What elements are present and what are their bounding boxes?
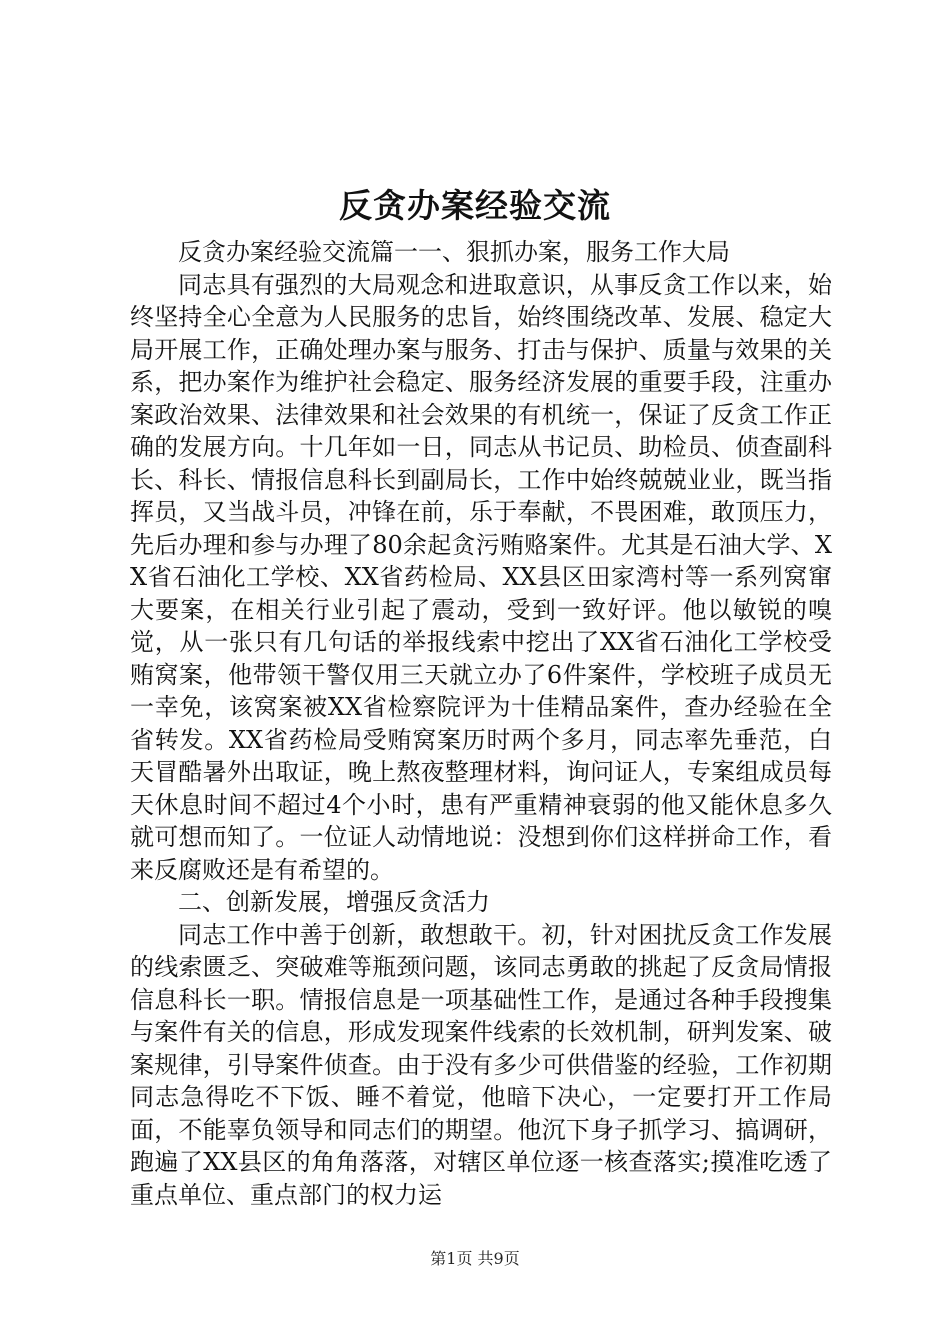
page-number-footer: 第1页 共9页	[430, 1249, 520, 1268]
document-title: 反贪办案经验交流	[339, 186, 611, 225]
document-body	[130, 236, 832, 1211]
paragraph-heading-two: 二、创新发展，增强反贪活力	[178, 888, 490, 916]
paragraph-body-two: 同志工作中善于创新，敢想敢干。初，针对困扰反贪工作发展的线索匮乏、突破难等瓶颈问题，该同志勇敢的挑起了反贪局情报信息科长一职。情报信息是一项基础性工作，是通过各种手段搜集与案件有关的信息，形成发现案件线索的长效机制，研判发案、破案规律，引导案件侦查。由于没有多少可供借鉴的经验，工作初期同志急得吃不下饭、睡不着觉，他暗下决心，一定要打开工作局面，不能辜负领导和同志们的期望。他沉下身子抓学习、搞调研，跑遍了XX县区的角角落落，对辖区单位逐一核查落实;摸准吃透了重点单位、重点部门的权力运	[130, 920, 832, 1209]
paragraph-body-one: 同志具有强烈的大局观念和进取意识，从事反贪工作以来，始终坚持全心全意为人民服务的忠旨，始终围绕改革、发展、稳定大局开展工作，正确处理办案与服务、打击与保护、质量与效果的关系，把办案作为维护社会稳定、服务经济发展的重要手段，注重办案政治效果、法律效果和社会效果的有机统一，保证了反贪工作正确的发展方向。十几年如一日，同志从书记员、助检员、侦查副科长、科长、情报信息科长到副局长，工作中始终兢兢业业，既当指挥员，又当战斗员，冲锋在前，乐于奉献，不畏困难，敢顶压力，先后办理和参与办理了80余起贪污贿赂案件。尤其是石油大学、XX省石油化工学校、XX省药检局、XX县区田家湾村等一系列窝窜大要案，在相关行业引起了震动，受到一致好评。他以敏锐的嗅觉，从一张只有几句话的举报线索中挖出了XX省石油化工学校受贿窝案，他带领干警仅用三天就立办了6件案件，学校班子成员无一幸免，该窝案被XX省检察院评为十佳精品案件，查办经验在全省转发。XX省药检局受贿窝案历时两个多月，同志率先垂范，白天冒酷暑外出取证，晚上熬夜整理材料，询问证人，专案组成员每天休息时间不超过4个小时，患有严重精神衰弱的他又能休息多久就可想而知了。一位证人动情地说：没想到你们这样拼命工作，看来反腐败还是有希望的。	[130, 270, 832, 884]
paragraph-heading-one: 反贪办案经验交流篇一一、狠抓办案，服务工作大局	[178, 238, 730, 266]
